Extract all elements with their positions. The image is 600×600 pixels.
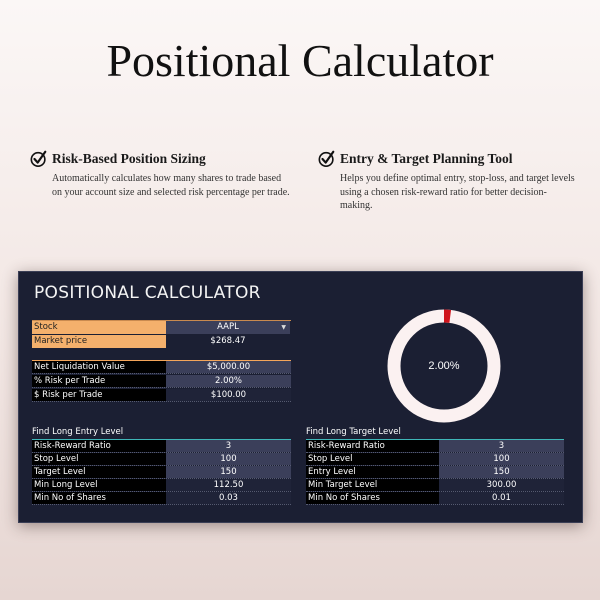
feature-description: Helps you define optimal entry, stop-loss, and target levels using a chosen risk-reward ratio for better decision-making.	[340, 173, 575, 211]
stock-value: AAPL	[217, 322, 239, 332]
long-entry-row	[32, 453, 291, 466]
row-label: % Risk per Trade	[32, 375, 166, 387]
row-label: Net Liquidation Value	[32, 361, 166, 373]
long-entry-title: Find Long Entry Level	[32, 427, 124, 437]
row-label: Min No of Shares	[32, 492, 166, 504]
row-label: $ Risk per Trade	[32, 389, 166, 401]
pct-risk-input[interactable]: 2.00%	[166, 375, 291, 387]
long-target-row	[306, 440, 564, 453]
row-label: Stop Level	[306, 453, 439, 465]
min-shares-value: 0.03	[166, 492, 291, 504]
row-label: Min No of Shares	[306, 492, 439, 504]
market-price-label: Market price	[32, 335, 166, 348]
long-entry-row	[32, 492, 291, 505]
risk-reward-input[interactable]: 3	[166, 440, 291, 452]
row-label: Risk-Reward Ratio	[32, 440, 166, 452]
long-target-row	[306, 492, 564, 505]
market-price-value: $268.47	[210, 336, 246, 346]
market-price-row	[32, 335, 290, 348]
calculator-title: POSITIONAL CALCULATOR	[34, 283, 261, 303]
row-label: Min Target Level	[306, 479, 439, 491]
row-label: Risk-Reward Ratio	[306, 440, 439, 452]
feature-entry-target	[318, 150, 578, 213]
row-label: Entry Level	[306, 466, 439, 478]
long-target-row	[306, 466, 564, 479]
feature-risk-sizing	[30, 150, 290, 199]
calculator-panel	[18, 271, 583, 523]
row-label: Min Long Level	[32, 479, 166, 491]
entry-level-input[interactable]: 150	[439, 466, 564, 478]
min-shares-value: 0.01	[439, 492, 564, 504]
gauge-label: 2.00%	[428, 360, 460, 372]
row-label: Stop Level	[32, 453, 166, 465]
check-circle-icon	[30, 150, 48, 168]
stock-label: Stock	[32, 321, 166, 334]
feature-title: Entry & Target Planning Tool	[340, 151, 513, 166]
row-label: Target Level	[32, 466, 166, 478]
long-target-row	[306, 453, 564, 466]
long-entry-row	[32, 440, 291, 453]
min-target-level-value: 300.00	[439, 479, 564, 491]
target-level-input[interactable]: 150	[166, 466, 291, 478]
pct-risk-row	[32, 375, 291, 388]
feature-title: Risk-Based Position Sizing	[52, 151, 206, 166]
net-liquidation-input[interactable]: $5,000.00	[166, 361, 291, 373]
long-target-title: Find Long Target Level	[306, 427, 401, 437]
stock-row	[32, 321, 290, 334]
check-circle-icon	[318, 150, 336, 168]
page-title: Positional Calculator	[106, 35, 494, 86]
long-entry-row	[32, 466, 291, 479]
dollar-risk-value: $100.00	[166, 389, 291, 401]
chevron-down-icon[interactable]: ▼	[281, 324, 286, 331]
net-liquidation-row	[32, 361, 291, 374]
feature-description: Automatically calculates how many shares to trade based on your account size and selected risk percentage per trade.	[52, 173, 290, 198]
long-target-row	[306, 479, 564, 492]
min-long-level-value: 112.50	[166, 479, 291, 491]
stop-level-input[interactable]: 100	[166, 453, 291, 465]
risk-reward-input[interactable]: 3	[439, 440, 564, 452]
long-entry-row	[32, 479, 291, 492]
dollar-risk-row	[32, 389, 291, 402]
stock-select[interactable]	[166, 321, 290, 334]
stop-level-input[interactable]: 100	[439, 453, 564, 465]
